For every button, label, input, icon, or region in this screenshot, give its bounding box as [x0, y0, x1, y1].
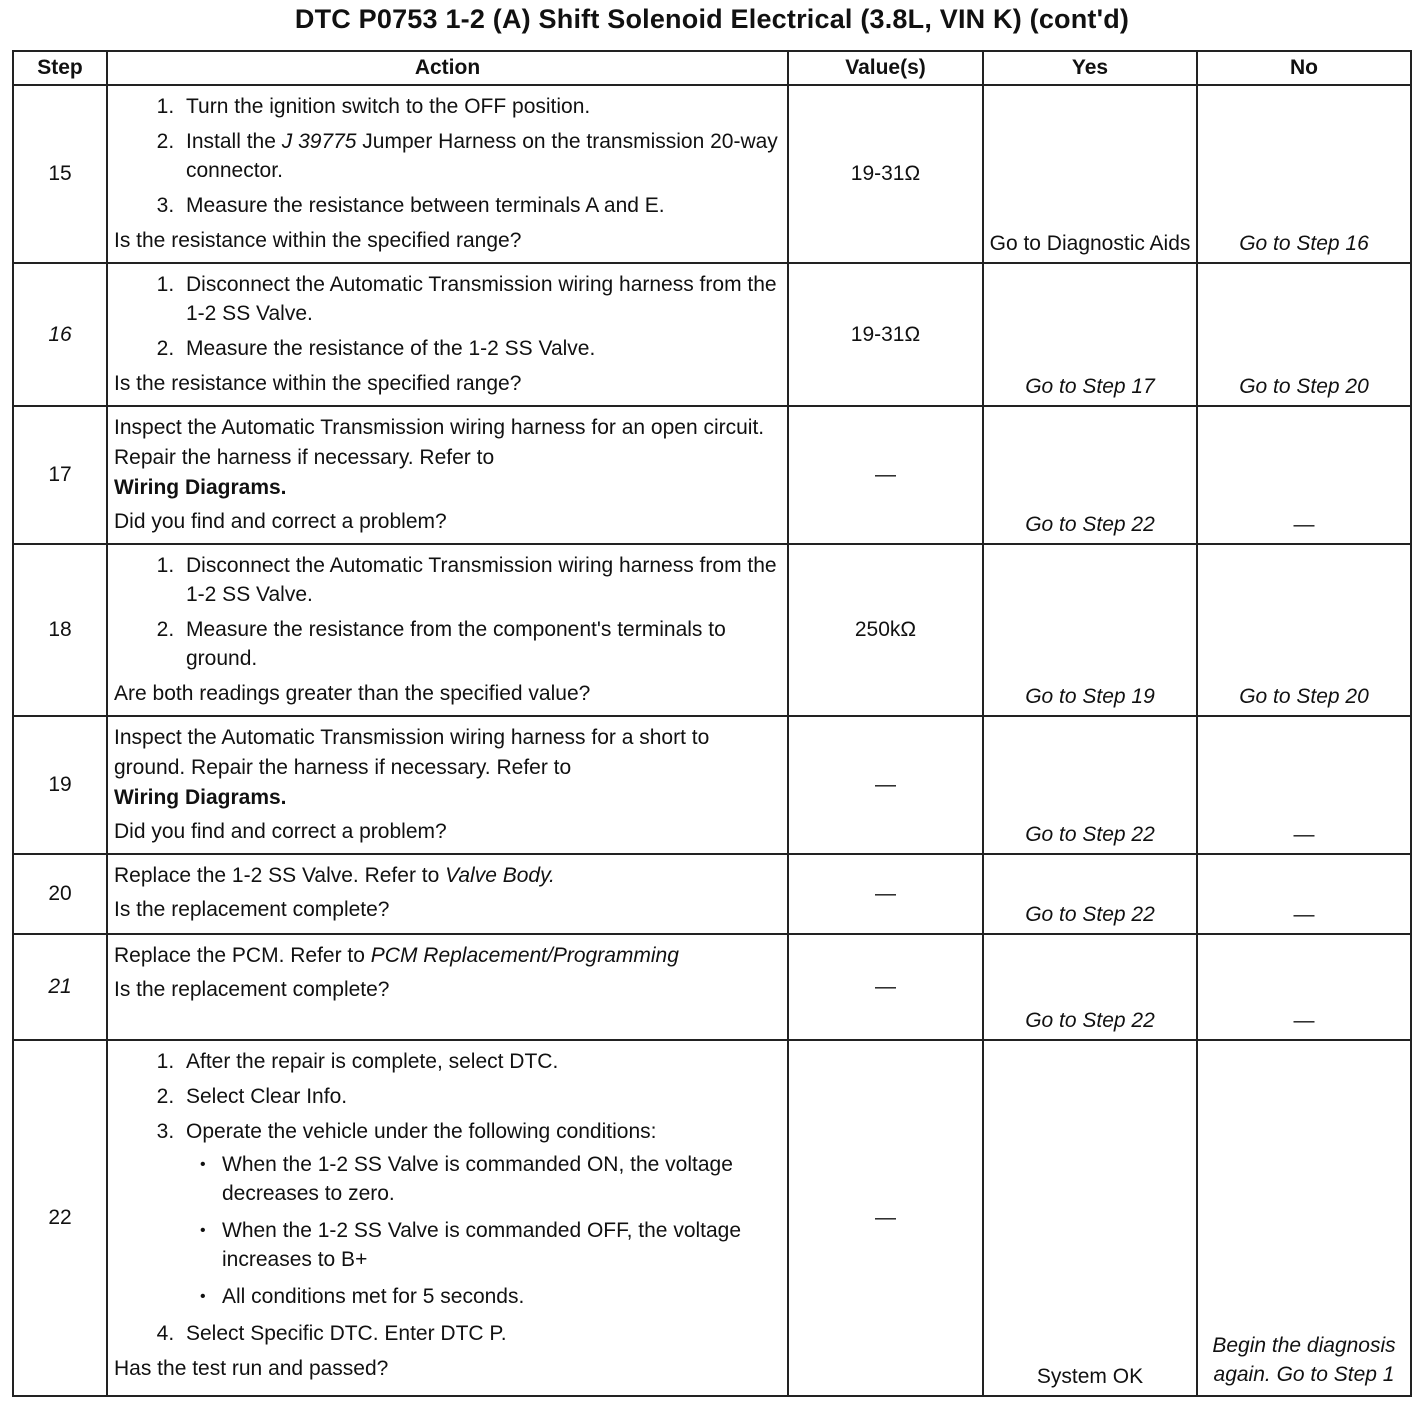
action-cell	[107, 544, 788, 716]
reference-link: PCM Replacement/Programming	[370, 944, 679, 967]
action-item: 1. Disconnect the Automatic Transmission wiring harness from the 1-2 SS Valve.	[180, 270, 779, 328]
action-question: Is the resistance within the specified range?	[114, 229, 522, 252]
table-row	[13, 1040, 1411, 1396]
header-values: Value(s)	[788, 51, 983, 85]
step-number: 17	[13, 406, 107, 544]
table-row	[13, 934, 1411, 1040]
step-number: 15	[13, 85, 107, 263]
action-item: 3. Operate the vehicle under the following conditions: • When the 1-2 SS Valve is commanded ON, the voltage decreases to zero. • When the 1-2 SS Valve is commanded OFF, the voltage increases to B+ • All conditions met for 5 seconds.	[180, 1117, 779, 1311]
header-step: Step	[13, 51, 107, 85]
action-item: 1. Turn the ignition switch to the OFF position.	[180, 92, 779, 121]
reference-link: Wiring Diagrams.	[114, 786, 287, 809]
step-number: 16	[13, 263, 107, 406]
yes-cell: Go to Step 17	[983, 263, 1197, 406]
action-text: Inspect the Automatic Transmission wiring harness for an open circuit. Repair the harness if necessary. Refer to	[114, 416, 765, 469]
table-row	[13, 854, 1411, 934]
no-cell: —	[1197, 934, 1411, 1040]
condition-item: • When the 1-2 SS Valve is commanded ON, the voltage decreases to zero.	[222, 1150, 779, 1208]
step-number: 22	[13, 1040, 107, 1396]
header-yes: Yes	[983, 51, 1197, 85]
value-cell: —	[788, 406, 983, 544]
action-cell	[107, 406, 788, 544]
no-cell: Go to Step 20	[1197, 263, 1411, 406]
reference-link: Wiring Diagrams.	[114, 476, 287, 499]
action-question: Has the test run and passed?	[114, 1357, 389, 1380]
action-text: Inspect the Automatic Transmission wiring harness for a short to ground. Repair the harness if necessary. Refer to	[114, 726, 710, 779]
diagnostic-table	[12, 50, 1412, 1397]
action-question: Did you find and correct a problem?	[114, 820, 447, 843]
action-cell	[107, 1040, 788, 1396]
header-row	[13, 51, 1411, 85]
action-question: Is the replacement complete?	[114, 898, 390, 921]
no-cell: —	[1197, 406, 1411, 544]
action-item: 2. Install the J 39775 Jumper Harness on the transmission 20-way connector.	[180, 127, 779, 185]
table-row	[13, 406, 1411, 544]
yes-cell: Go to Step 22	[983, 854, 1197, 934]
table-row	[13, 544, 1411, 716]
value-cell: 19-31Ω	[788, 263, 983, 406]
yes-cell: System OK	[983, 1040, 1197, 1396]
step-number: 20	[13, 854, 107, 934]
step-number: 19	[13, 716, 107, 854]
action-cell	[107, 934, 788, 1040]
action-cell	[107, 263, 788, 406]
table-row	[13, 716, 1411, 854]
no-cell: —	[1197, 716, 1411, 854]
no-cell: Begin the diagnosis again. Go to Step 1	[1197, 1040, 1411, 1396]
header-action: Action	[107, 51, 788, 85]
step-number: 18	[13, 544, 107, 716]
yes-cell: Go to Diagnostic Aids	[983, 85, 1197, 263]
action-item: 1. After the repair is complete, select DTC.	[180, 1047, 779, 1076]
yes-cell: Go to Step 22	[983, 934, 1197, 1040]
no-cell: Go to Step 20	[1197, 544, 1411, 716]
reference-link: Valve Body.	[445, 864, 555, 887]
action-cell	[107, 854, 788, 934]
yes-cell: Go to Step 22	[983, 716, 1197, 854]
action-cell	[107, 85, 788, 263]
action-question: Is the replacement complete?	[114, 978, 390, 1001]
action-question: Is the resistance within the specified range?	[114, 372, 522, 395]
table-row	[13, 85, 1411, 263]
action-question: Did you find and correct a problem?	[114, 510, 447, 533]
action-item: 1. Disconnect the Automatic Transmission wiring harness from the 1-2 SS Valve.	[180, 551, 779, 609]
action-item: 2. Measure the resistance of the 1-2 SS Valve.	[180, 334, 779, 363]
value-cell: 250kΩ	[788, 544, 983, 716]
value-cell: —	[788, 716, 983, 854]
action-item: 2. Select Clear Info.	[180, 1082, 779, 1111]
page-title: DTC P0753 1-2 (A) Shift Solenoid Electrical (3.8L, VIN K) (cont'd)	[294, 4, 1130, 34]
tool-reference: J 39775	[281, 130, 357, 153]
action-question: Are both readings greater than the specified value?	[114, 682, 591, 705]
yes-cell: Go to Step 22	[983, 406, 1197, 544]
action-item: 4. Select Specific DTC. Enter DTC P.	[180, 1319, 779, 1348]
value-cell: 19-31Ω	[788, 85, 983, 263]
yes-cell: Go to Step 19	[983, 544, 1197, 716]
header-no: No	[1197, 51, 1411, 85]
value-cell: —	[788, 854, 983, 934]
condition-item: • All conditions met for 5 seconds.	[222, 1282, 779, 1311]
value-cell: —	[788, 934, 983, 1040]
no-cell: Go to Step 16	[1197, 85, 1411, 263]
table-row	[13, 263, 1411, 406]
no-cell: —	[1197, 854, 1411, 934]
step-number: 21	[13, 934, 107, 1040]
condition-item: • When the 1-2 SS Valve is commanded OFF, the voltage increases to B+	[222, 1216, 779, 1274]
action-item: 2. Measure the resistance from the component's terminals to ground.	[180, 615, 779, 673]
action-item: 3. Measure the resistance between terminals A and E.	[180, 191, 779, 220]
action-cell	[107, 716, 788, 854]
action-text: Replace the PCM. Refer to PCM Replacement/Programming	[114, 944, 679, 967]
value-cell: —	[788, 1040, 983, 1396]
action-text: Replace the 1-2 SS Valve. Refer to Valve Body.	[114, 864, 555, 887]
